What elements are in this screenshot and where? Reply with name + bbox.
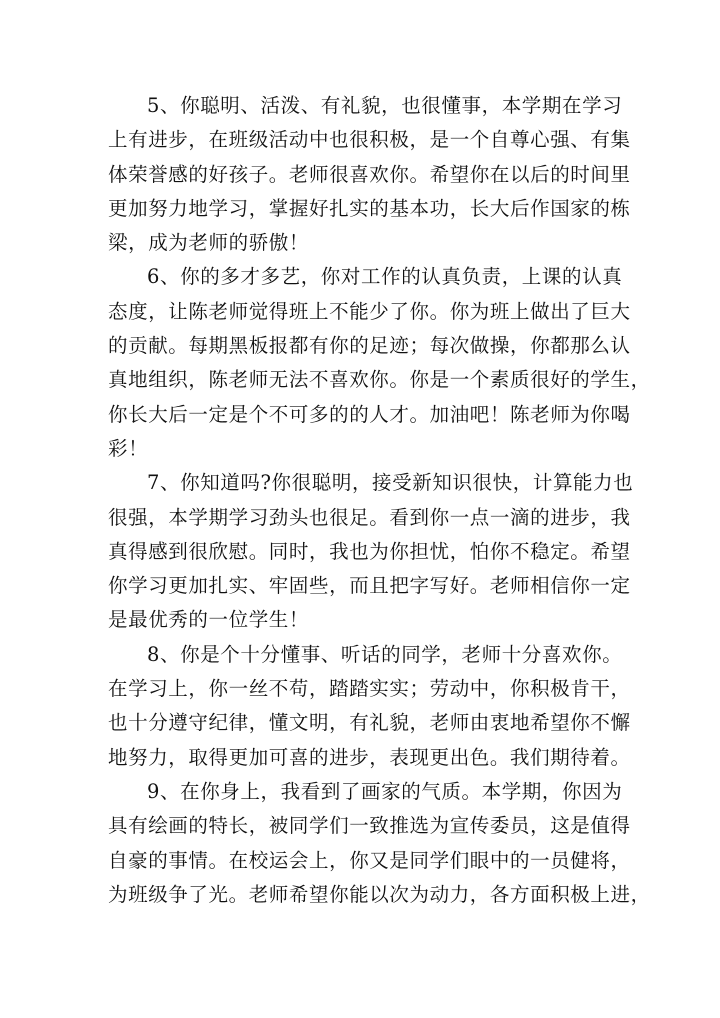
paragraph-line: 5、你聪明、活泼、有礼貌，也很懂事，本学期在学习 (147, 94, 623, 117)
document-body (108, 89, 651, 912)
paragraph-line: 地努力，取得更加可喜的进步，表现更出色。我们期待着。 (108, 745, 631, 769)
paragraph-line: 体荣誉感的好孩子。老师很喜欢你。希望你在以后的时间里 (108, 162, 631, 186)
paragraph-line: 也十分遵守纪律，懂文明，有礼貌，老师由衷地希望你不懈 (108, 711, 631, 735)
paragraph-line: 7、你知道吗?你很聪明，接受新知识很快，计算能力也 (147, 471, 634, 495)
paragraph-line: 梁，成为老师的骄傲！ (108, 231, 310, 255)
paragraph-line: 你长大后一定是个不可多的的人才。加油吧！陈老师为你喝 (108, 402, 631, 426)
paragraph-8 (108, 638, 631, 775)
paragraph-7 (108, 466, 634, 637)
paragraph-line: 彩！ (108, 436, 149, 460)
paragraph-line: 为班级争了光。老师希望你能以次为动力，各方面积极上进， (108, 882, 651, 906)
paragraph-line: 更加努力地学习，掌握好扎实的基本功，长大后作国家的栋 (108, 196, 631, 220)
paragraph-line: 真地组织，陈老师无法不喜欢你。你是一个素质很好的学生， (108, 368, 651, 392)
paragraph-9 (108, 775, 651, 912)
paragraph-5 (108, 89, 631, 260)
paragraph-line: 很强，本学期学习劲头也很足。看到你一点一滴的进步，我 (108, 505, 631, 529)
paragraph-line: 上有进步，在班级活动中也很积极，是一个自尊心强、有集 (108, 128, 631, 152)
paragraph-line: 态度，让陈老师觉得班上不能少了你。你为班上做出了巨大 (108, 299, 631, 323)
paragraph-line: 8、你是个十分懂事、听话的同学，老师十分喜欢你。 (147, 642, 623, 666)
paragraph-line: 9、在你身上，我看到了画家的气质。本学期，你因为 (147, 779, 623, 803)
paragraph-line: 是最优秀的一位学生！ (108, 608, 310, 632)
paragraph-line: 真得感到很欣慰。同时，我也为你担忧，怕你不稳定。希望 (108, 539, 631, 563)
paragraph-line: 的贡献。每期黑板报都有你的足迹；每次做操，你都那么认 (108, 334, 631, 358)
paragraph-line: 你学习更加扎实、牢固些，而且把字写好。老师相信你一定 (108, 574, 631, 598)
paragraph-line: 具有绘画的特长，被同学们一致推选为宣传委员，这是值得 (108, 814, 631, 838)
paragraph-6 (108, 260, 651, 466)
paragraph-line: 6、你的多才多艺，你对工作的认真负责，上课的认真 (147, 265, 623, 289)
paragraph-line: 在学习上，你一丝不苟，踏踏实实；劳动中，你积极肯干， (108, 677, 631, 701)
paragraph-line: 自豪的事情。在校运会上，你又是同学们眼中的一员健将， (108, 848, 631, 872)
